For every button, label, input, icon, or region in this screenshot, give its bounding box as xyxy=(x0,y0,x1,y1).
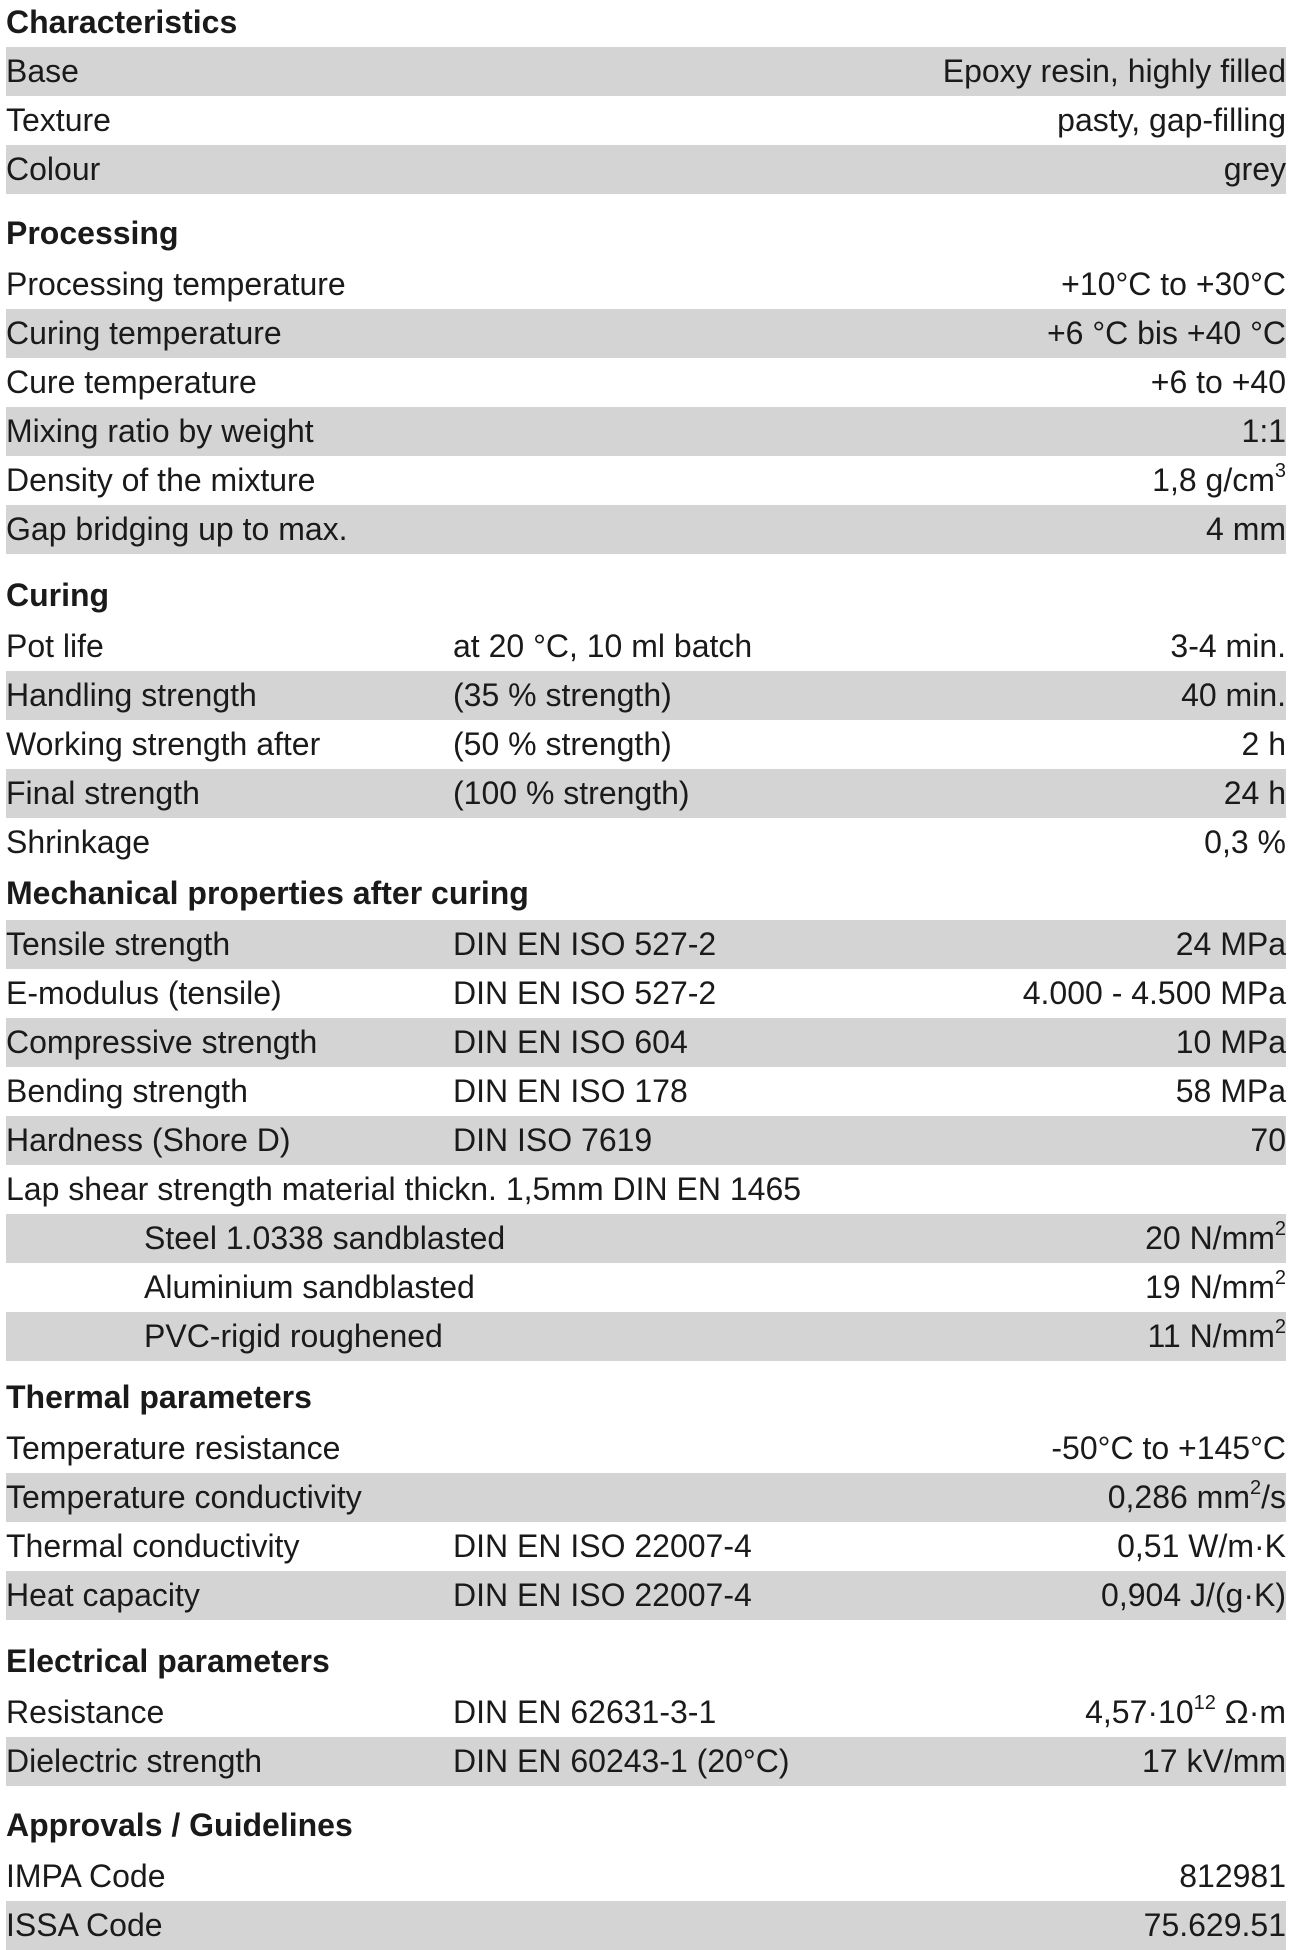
table-row xyxy=(6,309,1286,358)
row-value xyxy=(1101,1571,1286,1620)
value-text: 19 N/mm xyxy=(1145,1269,1275,1305)
row-test-method: DIN EN 60243-1 (20°C) xyxy=(453,1743,790,1779)
table-row xyxy=(6,1214,1286,1263)
section-title: Approvals / Guidelines xyxy=(6,1807,353,1843)
value-text: 11 N/mm xyxy=(1147,1318,1275,1354)
row-value xyxy=(1224,145,1286,194)
value-text: 24 h xyxy=(1223,775,1286,811)
table-row xyxy=(6,1522,1286,1571)
row-label: Processing temperature xyxy=(6,266,346,302)
value-superscript: 12 xyxy=(1193,1692,1216,1715)
section-title: Mechanical properties after curing xyxy=(6,875,529,911)
table-row xyxy=(6,456,1286,505)
section-title: Thermal parameters xyxy=(6,1379,312,1415)
row-value xyxy=(1204,818,1286,867)
value-unit-tail: Ω·m xyxy=(1215,1694,1286,1730)
value-unit-tail: /s xyxy=(1261,1479,1286,1515)
table-row xyxy=(6,818,1286,867)
value-superscript: 2 xyxy=(1274,1267,1286,1290)
row-value xyxy=(1176,920,1286,969)
value-text: +6 °C bis +40 °C xyxy=(1046,315,1286,351)
row-value xyxy=(1170,622,1286,671)
row-value xyxy=(1176,1067,1286,1116)
row-label: Temperature conductivity xyxy=(6,1479,362,1515)
value-text: 4.000 - 4.500 MPa xyxy=(1022,975,1286,1011)
row-test-method: DIN EN ISO 178 xyxy=(453,1073,688,1109)
value-superscript: 2 xyxy=(1274,1218,1286,1241)
row-value xyxy=(1023,969,1286,1018)
section-title: Curing xyxy=(6,577,110,613)
row-label: Aluminium sandblasted xyxy=(144,1269,475,1305)
row-value xyxy=(1145,1263,1286,1312)
table-row xyxy=(6,96,1286,145)
row-value xyxy=(1061,260,1286,309)
row-label: Shrinkage xyxy=(6,824,151,860)
row-label: Resistance xyxy=(6,1694,165,1730)
value-text: 0,51 W/m·K xyxy=(1117,1528,1286,1564)
row-label: Handling strength xyxy=(6,677,257,713)
value-text: 0,3 % xyxy=(1204,824,1286,860)
value-text: 75.629.51 xyxy=(1143,1907,1286,1943)
table-row xyxy=(6,1116,1286,1165)
row-value xyxy=(1152,456,1286,505)
row-test-method: DIN EN 62631-3-1 xyxy=(453,1694,717,1730)
value-text: 17 kV/mm xyxy=(1141,1743,1286,1779)
row-value xyxy=(1051,1424,1286,1473)
table-row xyxy=(6,1263,1286,1312)
value-text: 0,904 J/(g·K) xyxy=(1101,1577,1286,1613)
row-value xyxy=(943,47,1286,96)
row-heading: Lap shear strength material thickn. 1,5mm DIN EN 1465 xyxy=(6,1171,802,1207)
table-row xyxy=(6,720,1286,769)
value-text: 2 h xyxy=(1241,726,1286,762)
row-label: Density of the mixture xyxy=(6,462,316,498)
row-test-method: (50 % strength) xyxy=(453,726,672,762)
row-value xyxy=(1206,505,1286,554)
table-row xyxy=(6,1571,1286,1620)
value-text: -50°C to +145°C xyxy=(1051,1430,1286,1466)
table-row xyxy=(6,260,1286,309)
row-value xyxy=(1142,1737,1286,1786)
value-text: 40 min. xyxy=(1181,677,1286,713)
row-value xyxy=(1144,1901,1286,1950)
row-label: Mixing ratio by weight xyxy=(6,413,314,449)
value-text: 20 N/mm xyxy=(1145,1220,1275,1256)
row-label: Pot life xyxy=(6,628,104,664)
table-row xyxy=(6,769,1286,818)
value-text: pasty, gap-filling xyxy=(1057,102,1286,138)
value-text: 4 mm xyxy=(1206,511,1286,547)
table-row xyxy=(6,1018,1286,1067)
value-superscript: 2 xyxy=(1249,1477,1262,1500)
row-label: Bending strength xyxy=(6,1073,248,1109)
table-row xyxy=(6,1852,1286,1901)
table-row xyxy=(6,145,1286,194)
row-value xyxy=(1145,1214,1286,1263)
table-row xyxy=(6,505,1286,554)
row-value xyxy=(1057,96,1286,145)
value-text: 1,8 g/cm xyxy=(1152,462,1275,498)
row-label: PVC-rigid roughened xyxy=(144,1318,443,1354)
row-label: IMPA Code xyxy=(6,1858,166,1894)
section-title: Characteristics xyxy=(6,4,238,40)
row-label: Steel 1.0338 sandblasted xyxy=(144,1220,506,1256)
table-row xyxy=(6,1901,1286,1950)
row-label: Base xyxy=(6,53,79,89)
row-value xyxy=(1108,1473,1286,1522)
table-row xyxy=(6,1312,1286,1361)
table-row xyxy=(6,1067,1286,1116)
row-test-method: (35 % strength) xyxy=(453,677,672,713)
row-value xyxy=(1147,1312,1286,1361)
row-value xyxy=(1047,309,1286,358)
row-test-method: DIN EN ISO 527-2 xyxy=(453,926,717,962)
row-test-method: at 20 °C, 10 ml batch xyxy=(453,628,753,664)
row-label: Texture xyxy=(6,102,111,138)
value-text: grey xyxy=(1223,151,1286,187)
value-text: +10°C to +30°C xyxy=(1061,266,1286,302)
row-label: Gap bridging up to max. xyxy=(6,511,348,547)
value-text: 58 MPa xyxy=(1175,1073,1286,1109)
row-label: Thermal conductivity xyxy=(6,1528,300,1564)
value-text: 3-4 min. xyxy=(1170,628,1286,664)
value-text: +6 to +40 xyxy=(1150,364,1286,400)
row-label: Final strength xyxy=(6,775,200,811)
row-value xyxy=(1181,671,1286,720)
table-row xyxy=(6,969,1286,1018)
row-test-method: DIN EN ISO 604 xyxy=(453,1024,688,1060)
row-value xyxy=(1117,1522,1286,1571)
row-value xyxy=(1242,407,1286,456)
value-text: Epoxy resin, highly filled xyxy=(942,53,1286,89)
row-label: Working strength after xyxy=(6,726,321,762)
table-row xyxy=(6,407,1286,456)
row-test-method: (100 % strength) xyxy=(453,775,690,811)
row-label: Curing temperature xyxy=(6,315,282,351)
row-label: Hardness (Shore D) xyxy=(6,1122,291,1158)
row-label: Colour xyxy=(6,151,101,187)
table-row xyxy=(6,1688,1286,1737)
table-row xyxy=(6,1165,1286,1214)
section-title: Processing xyxy=(6,215,179,251)
row-label: Compressive strength xyxy=(6,1024,318,1060)
value-superscript: 2 xyxy=(1274,1316,1286,1339)
row-value xyxy=(1224,769,1286,818)
row-label: ISSA Code xyxy=(6,1907,163,1943)
value-text: 1:1 xyxy=(1241,413,1286,449)
table-row xyxy=(6,358,1286,407)
row-value xyxy=(1176,1018,1286,1067)
value-text: 812981 xyxy=(1179,1858,1286,1894)
row-test-method: DIN EN ISO 22007-4 xyxy=(453,1528,752,1564)
table-row xyxy=(6,1473,1286,1522)
table-row xyxy=(6,47,1286,96)
section-title: Electrical parameters xyxy=(6,1643,330,1679)
value-text: 4,57·10 xyxy=(1085,1694,1194,1730)
value-superscript: 3 xyxy=(1274,460,1286,483)
row-value xyxy=(1085,1688,1286,1737)
value-text: 24 MPa xyxy=(1175,926,1286,962)
table-row xyxy=(6,1737,1286,1786)
row-test-method: DIN EN ISO 22007-4 xyxy=(453,1577,752,1613)
row-test-method: DIN ISO 7619 xyxy=(453,1122,653,1158)
row-label: E-modulus (tensile) xyxy=(6,975,282,1011)
table-row xyxy=(6,1424,1286,1473)
row-label: Temperature resistance xyxy=(6,1430,341,1466)
row-label: Dielectric strength xyxy=(6,1743,263,1779)
row-value xyxy=(1250,1116,1286,1165)
row-label: Tensile strength xyxy=(6,926,231,962)
row-label: Heat capacity xyxy=(6,1577,200,1613)
row-value xyxy=(1242,720,1286,769)
value-text: 0,286 mm xyxy=(1107,1479,1250,1515)
table-row xyxy=(6,920,1286,969)
row-value xyxy=(1151,358,1286,407)
table-row xyxy=(6,622,1286,671)
row-test-method: DIN EN ISO 527-2 xyxy=(453,975,717,1011)
row-label: Cure temperature xyxy=(6,364,257,400)
row-value xyxy=(1179,1852,1286,1901)
table-row xyxy=(6,671,1286,720)
value-text: 70 xyxy=(1250,1122,1286,1158)
value-text: 10 MPa xyxy=(1175,1024,1286,1060)
